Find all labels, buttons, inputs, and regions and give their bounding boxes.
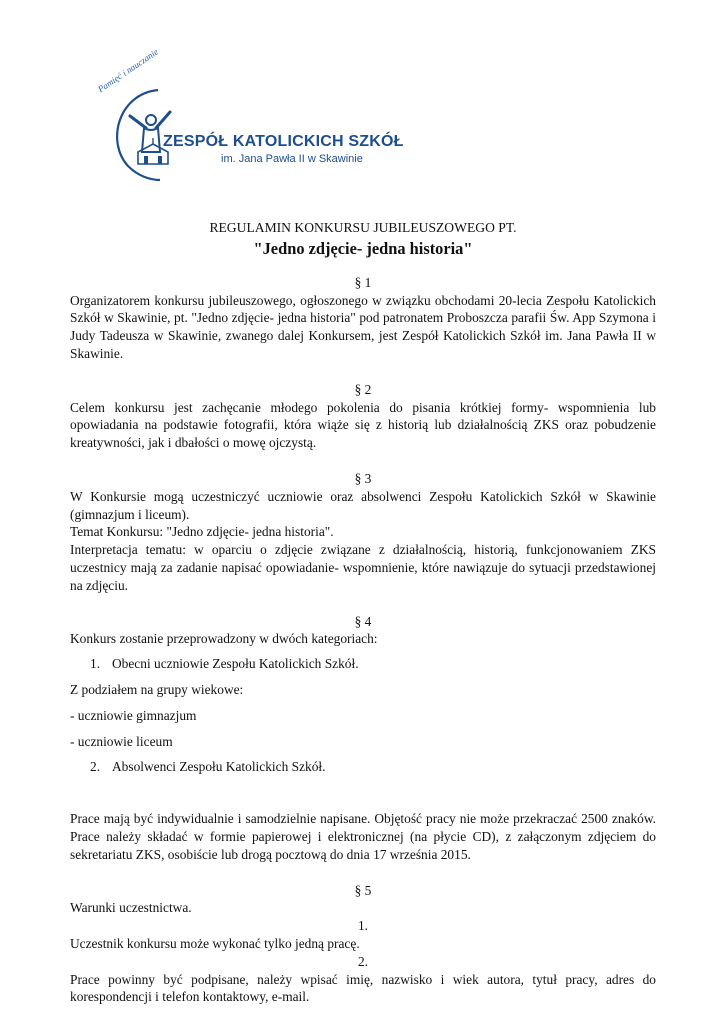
condition-1-text: Uczestnik konkursu może wykonać tylko jedną pracę. <box>70 935 360 951</box>
logo-motto: Pamięć i nauczanie <box>96 46 161 95</box>
section-4-rules: Prace mają być indywidualnie i samodzielnie napisane. Objętość pracy nie może przekraczać 2500 znaków. Prace należy składać w formie papierowej i elektronicznej (na płycie CD), z załączonym zdjęciem do sekretariatu ZKS, osobiście lub drogą pocztową do dnia 17 września 2015. <box>70 811 656 862</box>
document-title: REGULAMIN KONKURSU JUBILEUSZOWEGO PT. <box>209 220 517 235</box>
section-3-mark: § 3 <box>354 470 372 486</box>
section-1-text: Organizatorem konkursu jubileuszowego, ogłoszonego w związku obchodami 20-lecia Zespołu Katolickich Szkół w Skawinie, pt. "Jedno zdjęcie- jedna historia" pod patronatem Proboszcza parafii Św. App Szymona i Judy Tadeusza w Skawinie, zwanego dalej Konkursem, jest Zespół Katolickich Szkół im. Jana Pawła II w Skawinie. <box>70 292 656 361</box>
age-group-1: - uczniowie gimnazjum <box>70 707 197 723</box>
logo-subtitle: im. Jana Pawła II w Skawinie <box>221 153 363 165</box>
age-groups-label: Z podziałem na grupy wiekowe: <box>70 681 244 697</box>
category-item-1: 1. Obecni uczniowie Zespołu Katolickich Szkół. <box>90 656 359 672</box>
section-3-participants: W Konkursie mogą uczestniczyć uczniowie oraz absolwenci Zespołu Katolickich Szkół w Skawinie (gimnazjum i liceum). <box>70 488 656 522</box>
section-4-mark: § 4 <box>354 613 372 629</box>
logo-school-name: ZESPÓŁ KATOLICKICH SZKÓŁ <box>163 133 404 150</box>
section-5-mark: § 5 <box>354 882 372 898</box>
document-body <box>70 219 656 1006</box>
section-2-mark: § 2 <box>354 381 372 397</box>
category-item-2: 2. Absolwenci Zespołu Katolickich Szkół. <box>90 759 326 775</box>
section-3-theme: Temat Konkursu: "Jedno zdjęcie- jedna historia". <box>70 524 334 540</box>
document-subtitle: "Jedno zdjęcie- jedna historia" <box>253 238 473 258</box>
section-3-interpretation: Interpretacja tematu: w oparciu o zdjęcie związane z działalnością, historią, funkcjonowaniem ZKS uczestnicy mają za zadanie napisać opowiadanie- wspomnienie, które nawiązuje do sytuacji przedstawionej na zdjęciu. <box>70 542 656 593</box>
condition-2-number: 2. <box>357 953 369 969</box>
logo-emblem-icon <box>88 82 388 182</box>
condition-1-number: 1. <box>357 918 369 934</box>
condition-2-text: Prace powinny być podpisane, należy wpisać imię, nazwisko i wiek autora, tytuł pracy, adres do korespondencji i telefon kontaktowy, e-mail. <box>70 971 656 1005</box>
section-5-intro: Warunki uczestnictwa. <box>70 900 192 916</box>
logo-wordmark <box>163 133 404 165</box>
section-1-mark: § 1 <box>354 274 372 290</box>
section-4-intro: Konkurs zostanie przeprowadzony w dwóch kategoriach: <box>70 631 378 647</box>
age-group-2: - uczniowie liceum <box>70 733 173 749</box>
section-2-text: Celem konkursu jest zachęcanie młodego pokolenia do pisania krótkiej formy- wspomnienia lub opowiadania na podstawie fotografii, która wiąże się z historią lub działalnością ZKS oraz pobudzenie kreatywności, jak i dbałości o mowę ojczystą. <box>70 399 656 451</box>
